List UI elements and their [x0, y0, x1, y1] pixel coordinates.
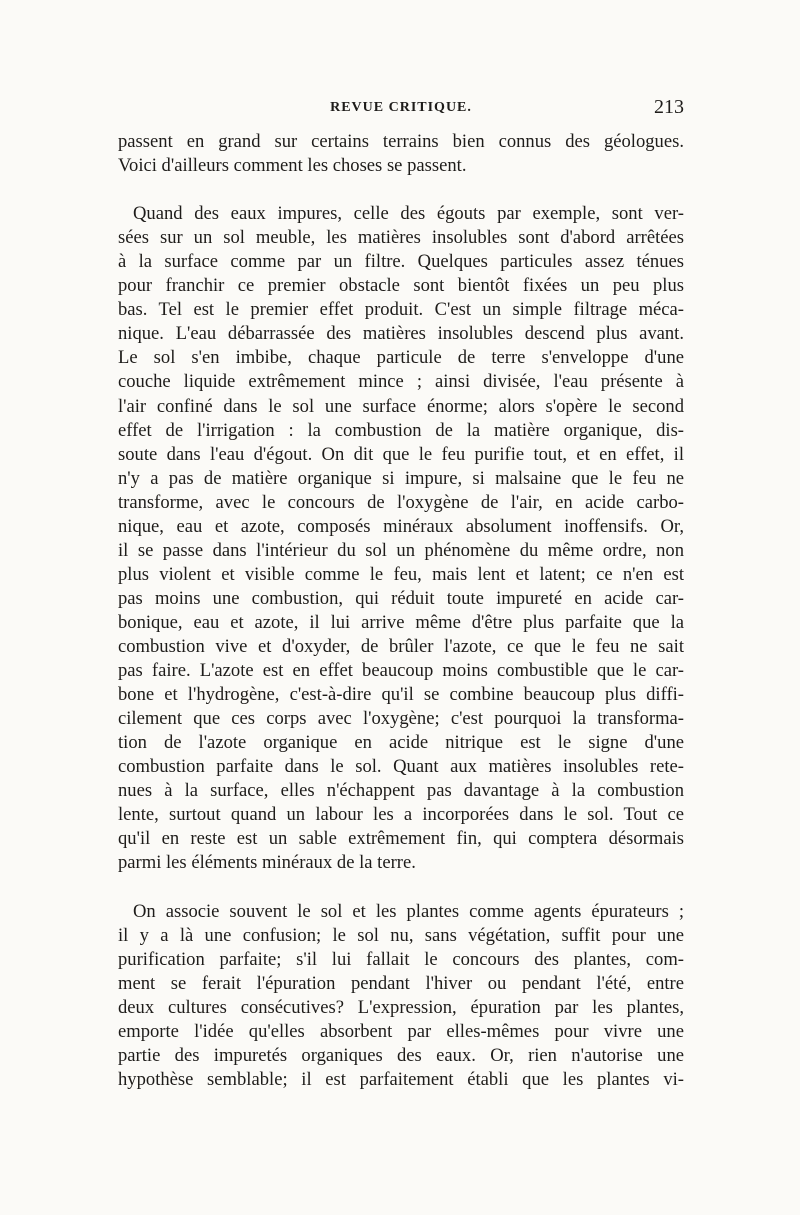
text-line: purification parfaite; s'il lui fallait le concours des plantes, com- [118, 948, 684, 970]
text-line: bonique, eau et azote, il lui arrive même d'être plus parfaite que la [118, 611, 684, 633]
text-line: parmi les éléments minéraux de la terre. [118, 852, 416, 874]
paragraph [118, 130, 684, 178]
text-line: l'air confiné dans le sol une surface énorme; alors s'opère le second [118, 395, 684, 417]
text-line: il se passe dans l'intérieur du sol un phénomène du même ordre, non [118, 539, 684, 561]
text-line: passent en grand sur certains terrains bien connus des géologues. [118, 131, 684, 152]
text-line: hypothèse semblable; il est parfaitement établi que les plantes vi- [118, 1068, 684, 1090]
text-line: plus violent et visible comme le feu, mais lent et latent; ce n'en est [118, 563, 684, 585]
text-line: partie des impuretés organiques des eaux. Or, rien n'autorise une [118, 1044, 684, 1066]
text-line: cilement que ces corps avec l'oxygène; c'est pourquoi la transforma- [118, 708, 684, 730]
text-line: tion de l'azote organique en acide nitrique est le signe d'une [118, 732, 684, 754]
text-line: couche liquide extrêmement mince ; ainsi divisée, l'eau présente à [118, 371, 684, 393]
text-line: ment se ferait l'épuration pendant l'hiver ou pendant l'été, entre [118, 972, 684, 994]
running-title: REVUE CRITIQUE. [330, 100, 472, 115]
text-line: pour franchir ce premier obstacle sont bientôt fixées un peu plus [118, 275, 684, 297]
paragraph-gap [118, 178, 684, 202]
paragraph [118, 202, 684, 875]
text-line: effet de l'irrigation : la combustion de la matière organique, dis- [118, 419, 684, 441]
text-line: Quand des eaux impures, celle des égouts par exemple, sont ver- [133, 203, 684, 225]
text-line: pas faire. L'azote est en effet beaucoup moins combustible que le car- [118, 660, 684, 682]
text-line: nique, eau et azote, composés minéraux absolument inoffensifs. Or, [118, 515, 684, 537]
paragraph-gap [118, 875, 684, 899]
text-line: Voici d'ailleurs comment les choses se passent. [118, 155, 467, 177]
text-line: sées sur un sol meuble, les matières insolubles sont d'abord arrêtées [118, 227, 684, 249]
page-number: 213 [654, 96, 684, 118]
text-line: bone et l'hydrogène, c'est-à-dire qu'il se combine beaucoup plus diffi- [118, 684, 684, 706]
text-line: pas moins une combustion, qui réduit toute impureté en acide car- [118, 587, 684, 609]
text-line: combustion vive et d'oxyder, de brûler l'azote, ce que le feu ne sait [118, 635, 684, 657]
text-line: emporte l'idée qu'elles absorbent par elles-mêmes pour vivre une [118, 1020, 684, 1042]
text-line: Le sol s'en imbibe, chaque particule de terre s'enveloppe d'une [118, 347, 684, 369]
paragraph [118, 900, 684, 1092]
text-line: soute dans l'eau d'égout. On dit que le feu purifie tout, et en effet, il [118, 443, 684, 465]
text-line: à la surface comme par un filtre. Quelques particules assez ténues [118, 251, 684, 273]
body-text [118, 130, 684, 1092]
text-line: lente, surtout quand un labour les a incorporées dans le sol. Tout ce [118, 804, 684, 826]
text-line: il y a là une confusion; le sol nu, sans végétation, suffit pour une [118, 924, 684, 946]
text-line: nues à la surface, elles n'échappent pas davantage à la combustion [118, 780, 684, 802]
text-line: transforme, avec le concours de l'oxygène de l'air, en acide carbo- [118, 491, 684, 513]
text-line: n'y a pas de matière organique si impure, si malsaine que le feu ne [118, 467, 684, 489]
running-head [118, 96, 684, 122]
text-line: deux cultures consécutives? L'expression, épuration par les plantes, [118, 996, 684, 1018]
text-line: nique. L'eau débarrassée des matières insolubles descend plus avant. [118, 323, 684, 345]
text-line: bas. Tel est le premier effet produit. C'est un simple filtrage méca- [118, 299, 684, 321]
text-line: combustion parfaite dans le sol. Quant aux matières insolubles rete- [118, 756, 684, 778]
text-line: On associe souvent le sol et les plantes comme agents épurateurs ; [133, 900, 684, 922]
text-line: qu'il en reste est un sable extrêmement fin, qui comptera désormais [118, 828, 684, 850]
